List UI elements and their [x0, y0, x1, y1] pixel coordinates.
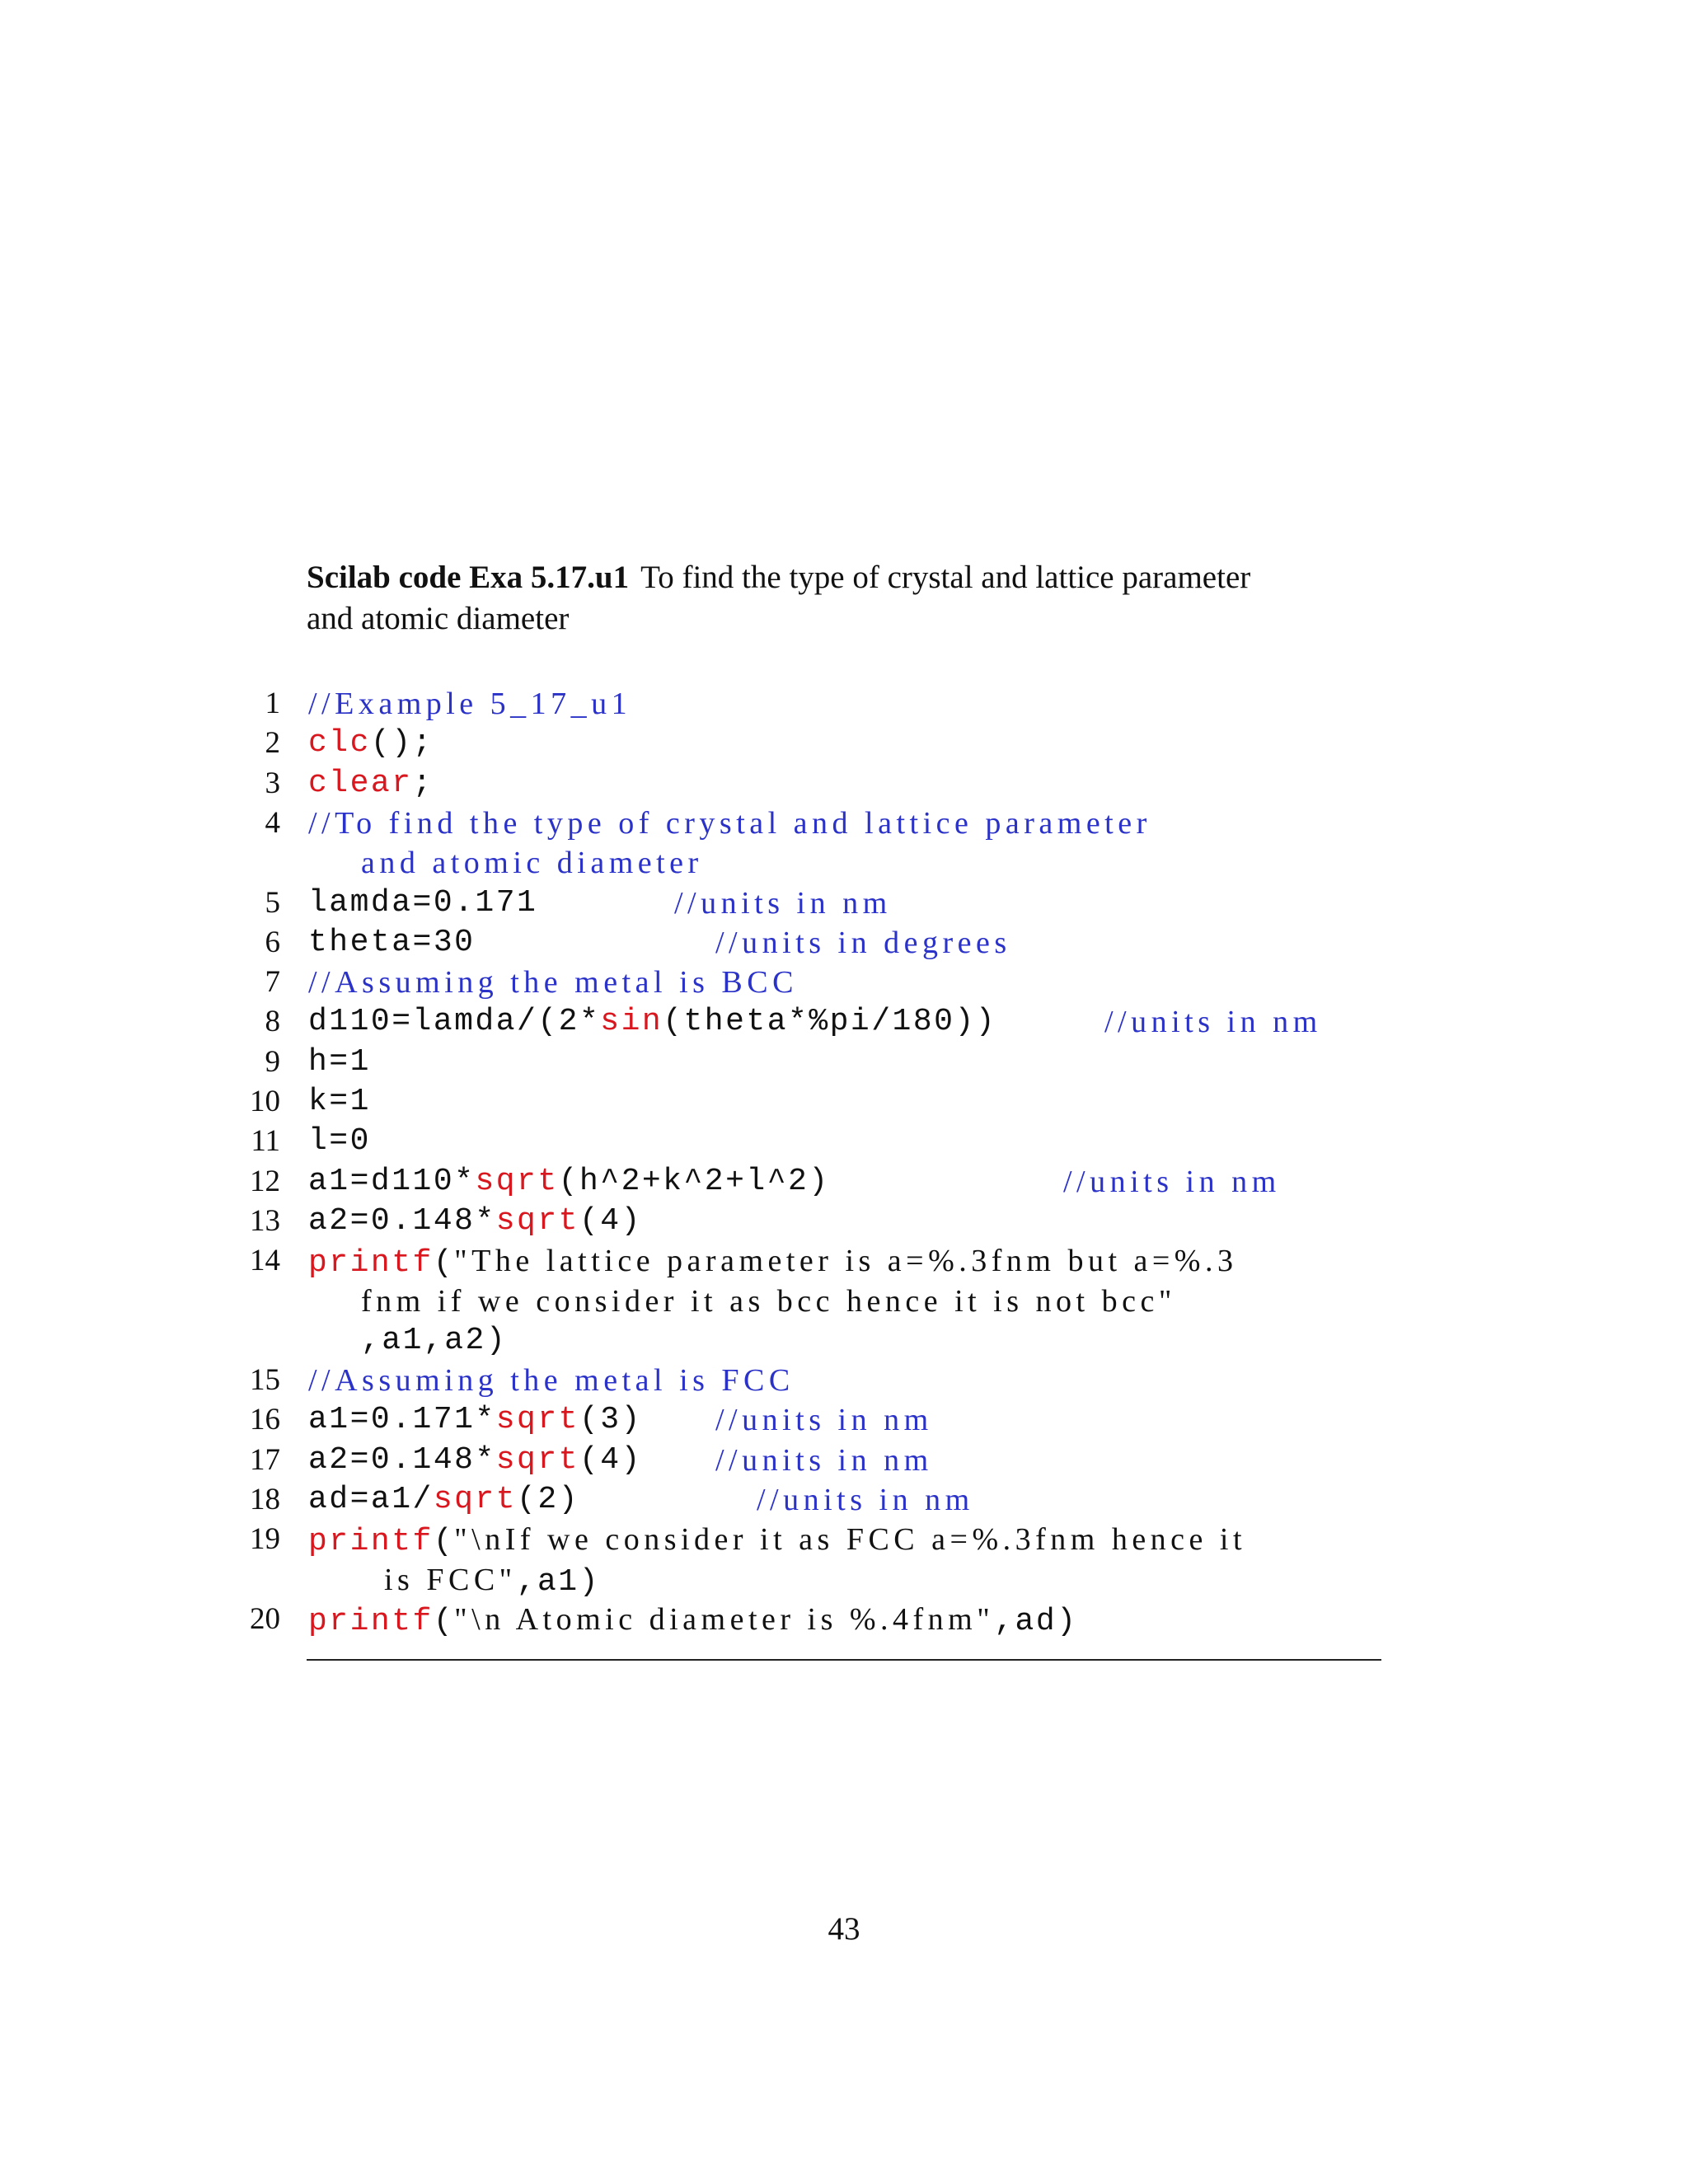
line-number: 7: [265, 965, 280, 1000]
code-plain: l=0: [308, 1123, 371, 1160]
code-row: [0, 1441, 1688, 1480]
code-plain: (3): [579, 1402, 642, 1438]
code-row: [0, 1122, 1688, 1161]
page-number: 43: [828, 1911, 860, 1947]
code-row: [0, 883, 1688, 923]
code-plain: ();: [370, 725, 434, 762]
code-text: [308, 1361, 795, 1400]
line-number: 9: [265, 1044, 280, 1079]
code-plain: a2=0.148*: [308, 1202, 496, 1239]
code-func: clear: [308, 765, 413, 801]
code-plain: (4): [579, 1441, 642, 1478]
line-number: 19: [250, 1522, 280, 1557]
code-comment: //Assuming the metal is BCC: [308, 965, 798, 1001]
code-plain: (: [433, 1603, 455, 1639]
code-plain: (theta*%pi/180)): [663, 1004, 997, 1040]
code-text: [308, 1122, 371, 1161]
code-func: clc: [308, 725, 371, 762]
code-plain: (h^2+k^2+l^2): [558, 1163, 830, 1199]
caption-label: Scilab code Exa 5.17.u1: [307, 560, 630, 595]
code-func: sqrt: [433, 1482, 518, 1517]
line-number: 4: [265, 805, 280, 840]
code-text: [308, 764, 434, 804]
code-func: sqrt: [495, 1202, 579, 1239]
code-plain: ,ad): [994, 1603, 1078, 1639]
code-comment: //units in nm: [1063, 1164, 1281, 1199]
line-number: 5: [265, 885, 280, 920]
code-func: printf: [308, 1603, 434, 1639]
code-plain: ,a1): [516, 1563, 600, 1600]
code-text: [308, 963, 798, 1002]
code-row: [0, 684, 1688, 724]
code-func: sin: [600, 1004, 663, 1040]
code-row: [0, 1043, 1688, 1082]
code-text: [308, 1480, 579, 1520]
code-row: [0, 1202, 1688, 1241]
code-func: sqrt: [495, 1441, 579, 1478]
line-number: 3: [265, 766, 280, 800]
line-number: 14: [250, 1244, 280, 1278]
code-plain: (2): [517, 1482, 579, 1517]
code-comment: //units in nm: [674, 885, 892, 921]
code-text: [308, 724, 434, 763]
code-text: [308, 883, 537, 923]
code-text: [308, 1043, 371, 1082]
code-string: "\nIf we consider it as FCC a=%.3fnm hence it: [454, 1522, 1247, 1558]
code-func: sqrt: [475, 1163, 559, 1199]
code-row: [0, 1600, 1688, 1639]
code-func: printf: [308, 1524, 434, 1560]
code-row: [0, 1400, 1688, 1440]
code-row: [0, 764, 1688, 804]
line-number: 10: [250, 1085, 280, 1118]
code-text: [308, 684, 631, 724]
code-plain: ad=a1/: [308, 1482, 434, 1517]
code-plain: (: [433, 1245, 455, 1282]
code-plain: a1=0.171*: [308, 1402, 496, 1438]
code-row: [0, 1560, 1688, 1600]
caption-text-line1: To find the type of crystal and lattice parameter: [640, 560, 1251, 595]
code-plain: d110=lamda/(2*: [308, 1004, 601, 1040]
code-row: [0, 1361, 1688, 1400]
line-number: 16: [250, 1403, 280, 1437]
line-number: 18: [250, 1483, 280, 1516]
code-row: [0, 1520, 1688, 1559]
line-number: 13: [250, 1203, 280, 1238]
caption-text-line2: and atomic diameter: [307, 601, 570, 636]
code-row: [0, 1241, 1688, 1281]
code-plain: a2=0.148*: [308, 1441, 496, 1478]
code-text: [308, 1520, 1246, 1562]
code-plain: h=1: [308, 1043, 371, 1080]
code-row: [0, 1162, 1688, 1202]
listing-rule: [307, 1659, 1381, 1661]
code-string: fnm if we consider it as bcc hence it is not bcc": [361, 1283, 1176, 1319]
code-text: [361, 1321, 507, 1361]
code-text: [308, 1162, 830, 1202]
code-text: [361, 1282, 1176, 1321]
code-row: [0, 1082, 1688, 1122]
code-plain: ,a1,a2): [361, 1322, 508, 1358]
code-comment: and atomic diameter: [361, 846, 703, 881]
line-number: 15: [250, 1363, 280, 1398]
line-number: 6: [265, 925, 280, 959]
code-text: [308, 1600, 1077, 1642]
line-number: 2: [265, 726, 280, 761]
code-text: [308, 1082, 371, 1122]
code-text: [384, 1560, 600, 1602]
code-text: [308, 1002, 996, 1042]
code-plain: k=1: [308, 1084, 371, 1119]
code-text: [308, 1400, 642, 1440]
code-comment: //Example 5_17_u1: [308, 687, 632, 721]
code-row: [0, 804, 1688, 843]
code-string: is FCC": [384, 1562, 517, 1597]
code-plain: (: [433, 1524, 455, 1560]
code-string: "\n Atomic diameter is %.4fnm": [454, 1601, 995, 1637]
code-comment: //units in degrees: [715, 925, 1011, 960]
code-plain: a1=d110*: [308, 1163, 476, 1199]
code-plain: theta=30: [308, 924, 476, 960]
line-number: 1: [265, 687, 280, 720]
code-row: [0, 1002, 1688, 1042]
code-func: sqrt: [495, 1402, 579, 1438]
code-row: [0, 843, 1688, 883]
code-row: [0, 1480, 1688, 1520]
code-text: [308, 804, 1151, 843]
code-plain: lamda=0.171: [308, 884, 538, 921]
code-row: [0, 923, 1688, 963]
code-text: [308, 923, 475, 963]
code-string: "The lattice parameter is a=%.3fnm but a=%.3: [454, 1244, 1238, 1279]
code-caption: [307, 557, 1386, 640]
code-row: [0, 963, 1688, 1002]
line-number: 12: [250, 1164, 280, 1198]
code-plain: (4): [579, 1202, 642, 1239]
code-text: [308, 1202, 642, 1241]
code-text: [361, 843, 703, 883]
code-row: [0, 1321, 1688, 1361]
code-text: [308, 1241, 1237, 1283]
code-text: [308, 1441, 642, 1480]
code-comment: //Assuming the metal is FCC: [308, 1363, 795, 1399]
code-plain: ;: [412, 765, 434, 801]
line-number: 17: [250, 1442, 280, 1477]
code-comment: //units in nm: [1104, 1005, 1322, 1040]
line-number: 20: [250, 1601, 280, 1636]
code-comment: //units in nm: [715, 1403, 933, 1438]
code-comment: //units in nm: [757, 1483, 974, 1517]
line-number: 11: [251, 1124, 280, 1159]
code-func: printf: [308, 1245, 434, 1282]
code-comment: //units in nm: [715, 1442, 933, 1478]
code-comment: //To find the type of crystal and lattice parameter: [308, 805, 1151, 841]
line-number: 8: [265, 1005, 280, 1039]
code-row: [0, 724, 1688, 763]
code-row: [0, 1282, 1688, 1321]
